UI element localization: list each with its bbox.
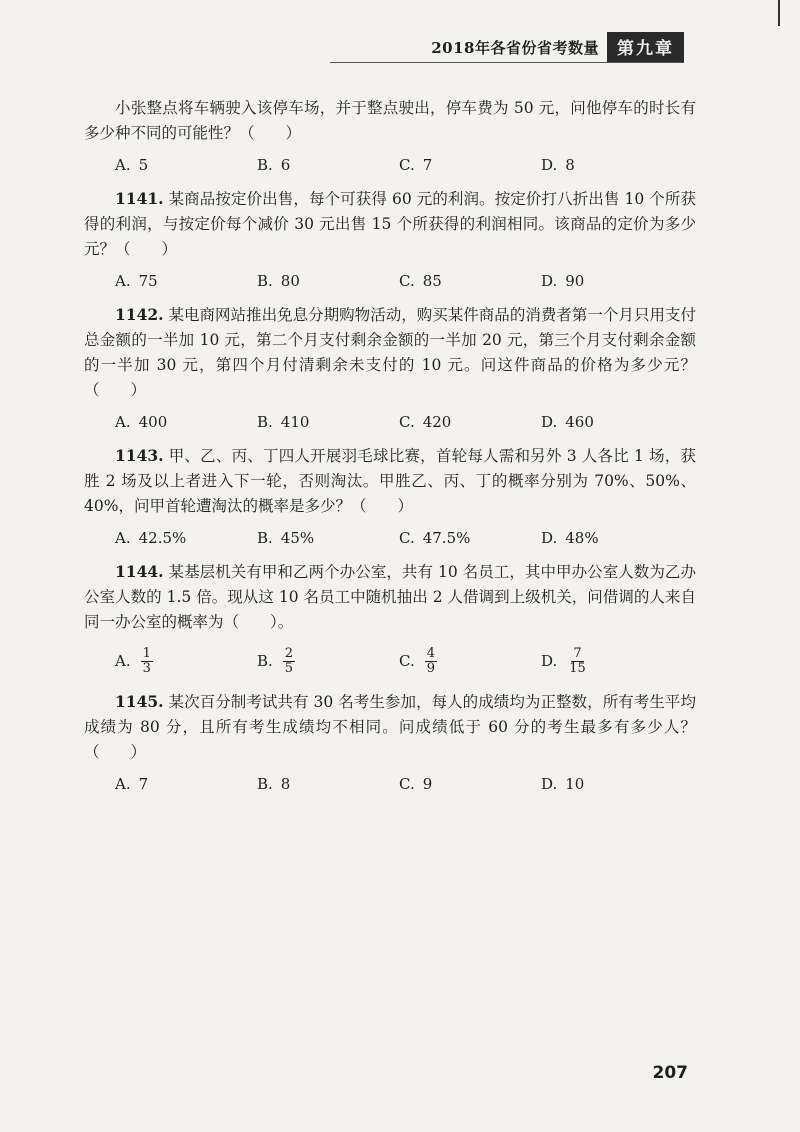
fraction: $\frac{1}{3}$ (142, 645, 151, 676)
option-b: B. 410 (257, 413, 310, 431)
option-b: B. 8 (257, 775, 291, 793)
question-list (84, 96, 696, 805)
options-row (84, 639, 696, 683)
options-row (84, 523, 696, 553)
question-number: 1142. (115, 305, 164, 324)
question-1143 (84, 443, 696, 553)
chapter-label: 第九章 (607, 32, 684, 62)
option-c: C. 420 (399, 413, 452, 431)
question-number: 1144. (115, 562, 164, 581)
question-text: 1141. 某商品按定价出售，每个可获得 60 元的利润。按定价打八折出售 10 个所获得的利润，与按定价每个减价 30 元出售 15 个所获得的利润相同。该商品的定价为多少元？（ ） (84, 189, 696, 258)
question-text: 1144. 某基层机关有甲和乙两个办公室，共有 10 名员工，其中甲办公室人数为乙办公室人数的 1.5 倍。现从这 10 名员工中随机抽出 2 人借调到上级机关，问借调的人来自同一办公室的概率为（ ）。 (84, 562, 696, 631)
options-row (84, 150, 696, 180)
option-d: D. 460 (541, 413, 594, 431)
question-number: 1141. (115, 189, 164, 208)
option-c: C. 7 (399, 156, 433, 174)
options-row (84, 769, 696, 799)
option-c: C. 9 (399, 775, 433, 793)
option-c: C. $\frac{4}{9}$ (399, 645, 435, 676)
option-a: A. 400 (115, 413, 168, 431)
option-c: C. 47.5% (399, 529, 471, 547)
option-d: D. $\frac{7}{15}$ (541, 645, 586, 676)
options-row (84, 407, 696, 437)
fraction: $\frac{7}{15}$ (569, 645, 586, 676)
option-b: B. 80 (257, 272, 300, 290)
option-c: C. 85 (399, 272, 442, 290)
question-1141 (84, 186, 696, 296)
question-number: 1143. (115, 446, 164, 465)
option-a: A. $\frac{1}{3}$ (115, 645, 151, 676)
running-header (431, 34, 684, 60)
question-number: 1145. (115, 692, 164, 711)
question-1145 (84, 689, 696, 799)
question-text: 1142. 某电商网站推出免息分期购物活动，购买某件商品的消费者第一个月只用支付总金额的一半加 10 元，第二个月支付剩余金额的一半加 20 元，第三个月支付剩余金额的一半加 30 元，第四个月付清剩余未支付的 10 元。问这件商品的价格为多少元？（ ） (84, 305, 696, 399)
page-edge-mark (778, 0, 780, 26)
page-number: 207 (652, 1063, 688, 1083)
question-text: 1143. 甲、乙、丙、丁四人开展羽毛球比赛，首轮每人需和另外 3 人各比 1 场，获胜 2 场及以上者进入下一轮，否则淘汰。甲胜乙、丙、丁的概率分别为 70%、50%、40%，问甲首轮遭淘汰的概率是多少？（ ） (84, 446, 696, 515)
option-a: A. 5 (115, 156, 149, 174)
header-rule (330, 62, 684, 63)
option-d: D. 90 (541, 272, 585, 290)
option-a: A. 7 (115, 775, 149, 793)
option-b: B. 6 (257, 156, 291, 174)
option-b: B. $\frac{2}{5}$ (257, 645, 294, 676)
option-d: D. 8 (541, 156, 575, 174)
header-title: 2018年各省份省考数量 (431, 38, 599, 57)
fraction: $\frac{2}{5}$ (284, 645, 294, 676)
question-1144 (84, 559, 696, 683)
option-b: B. 45% (257, 529, 315, 547)
option-d: D. 48% (541, 529, 599, 547)
question-1142 (84, 302, 696, 437)
question-1140-continued (84, 96, 696, 180)
option-a: A. 75 (115, 272, 158, 290)
question-text: 1145. 某次百分制考试共有 30 名考生参加，每人的成绩均为正整数，所有考生平均成绩为 80 分，且所有考生成绩均不相同。问成绩低于 60 分的考生最多有多少人？（ ） (84, 692, 696, 761)
options-row (84, 266, 696, 296)
question-text: 小张整点将车辆驶入该停车场，并于整点驶出，停车费为 50 元，问他停车的时长有多少种不同的可能性？（ ） (84, 99, 696, 142)
option-d: D. 10 (541, 775, 585, 793)
option-a: A. 42.5% (115, 529, 187, 547)
fraction: $\frac{4}{9}$ (426, 645, 435, 676)
